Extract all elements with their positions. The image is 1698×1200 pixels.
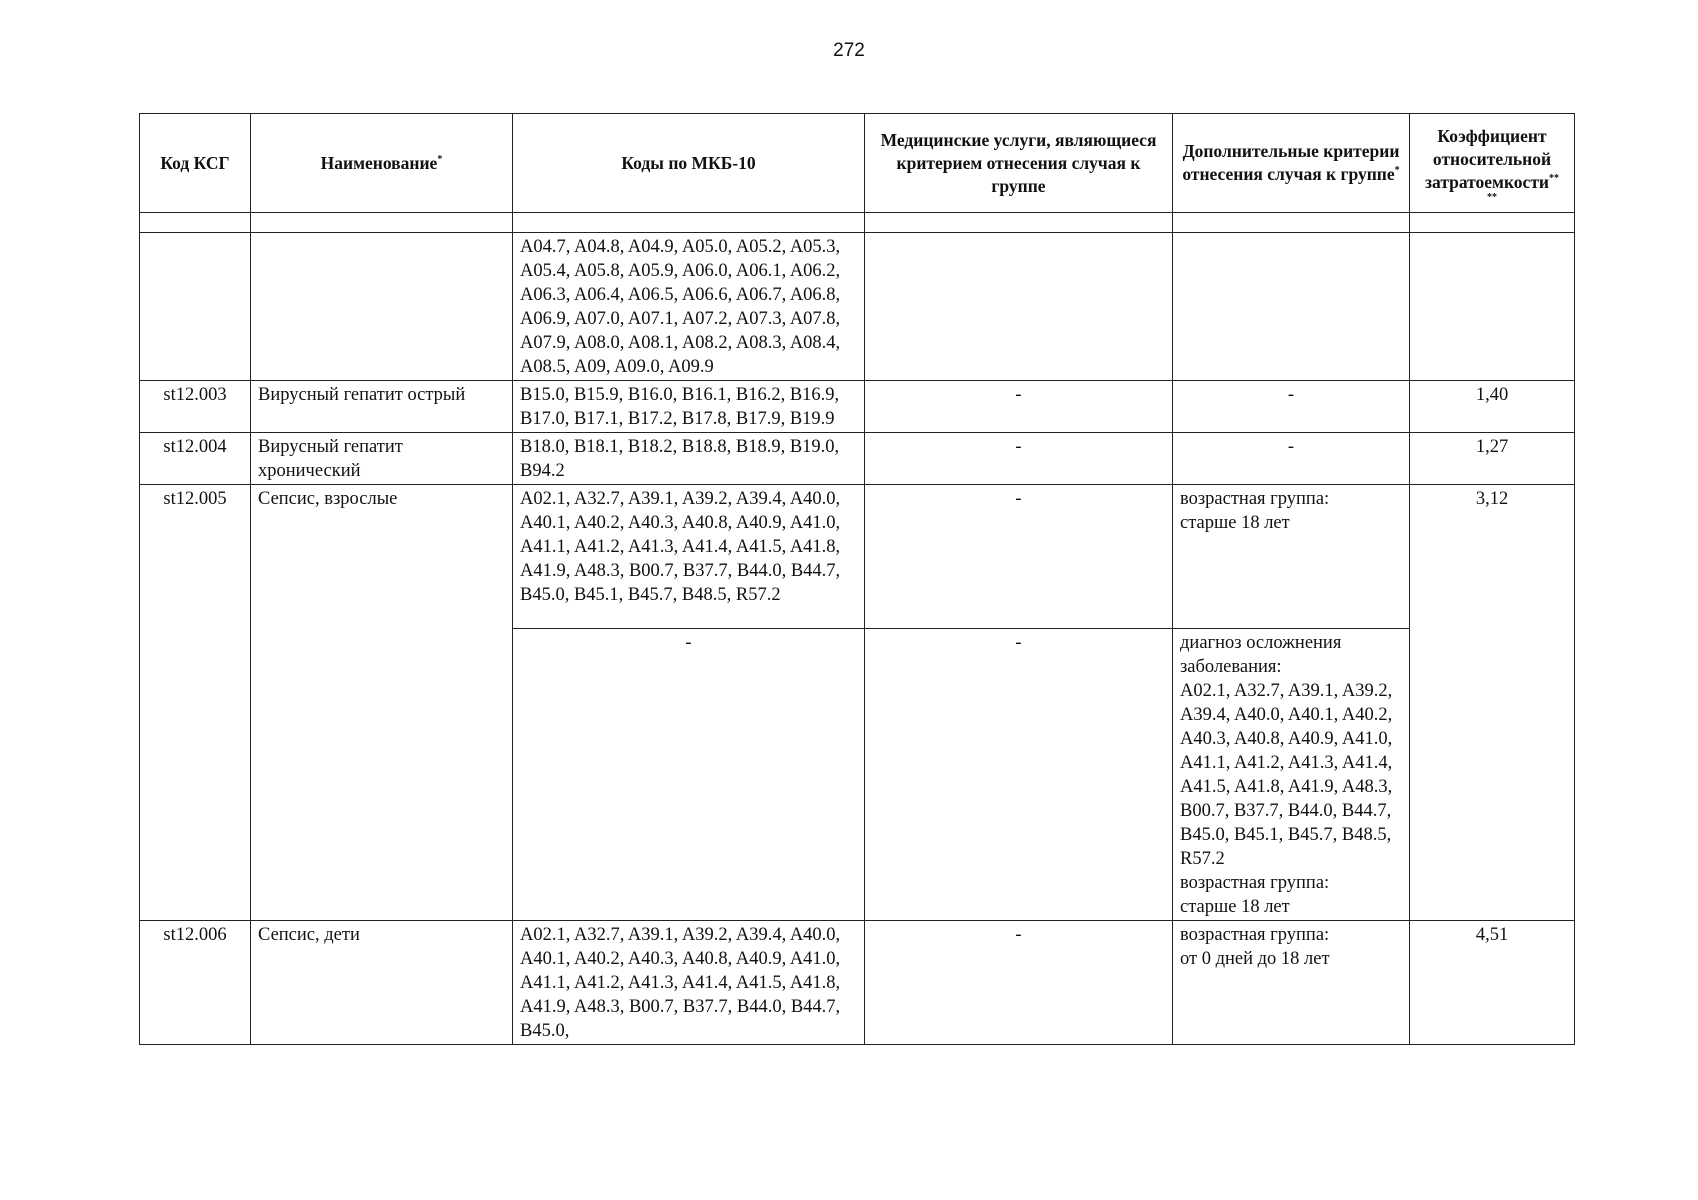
header-code: Код КСГ [140, 114, 251, 213]
header-name: Наименование* [251, 114, 513, 213]
cell-mkb-codes: A02.1, A32.7, A39.1, A39.2, A39.4, A40.0, A40.1, A40.2, A40.3, A40.8, A40.9, A41.0, A41.1, A41.2, A41.3, A41.4, A41.5, A41.8, A41.9, A48.3, B00.7, B37.7, B44.0, B44.7, B45.0, [513, 921, 865, 1045]
cell-mkb-codes: B18.0, B18.1, B18.2, B18.8, B18.9, B19.0, B94.2 [513, 433, 865, 485]
cell-criteria: - [1173, 381, 1410, 433]
header-services: Медицинские услуги, являющиеся критерием отнесения случая к группе [865, 114, 1173, 213]
cell-coefficient: 1,40 [1410, 381, 1575, 433]
cell-coefficient: 3,12 [1410, 485, 1575, 921]
cell-name: Вирусный гепатит острый [251, 381, 513, 433]
cell-services: - [865, 629, 1173, 921]
cell-services: - [865, 433, 1173, 485]
cell-criteria: возрастная группа: от 0 дней до 18 лет [1173, 921, 1410, 1045]
cell-mkb-codes: A04.7, A04.8, A04.9, A05.0, A05.2, A05.3, A05.4, A05.8, A05.9, A06.0, A06.1, A06.2, A06.3, A06.4, A06.5, A06.6, A06.7, A06.8, A06.9, A07.0, A07.1, A07.2, A07.3, A07.8, A07.9, A08.0, A08.1, A08.2, A08.3, A08.4, A08.5, A09, A09.0, A09.9 [513, 233, 865, 381]
cell-criteria: - [1173, 433, 1410, 485]
cell-services: - [865, 921, 1173, 1045]
cell-code: st12.005 [140, 485, 251, 921]
cell-name [251, 233, 513, 381]
table-row-continued [140, 233, 1575, 381]
cell-code: st12.006 [140, 921, 251, 1045]
cell-services: - [865, 485, 1173, 629]
table-row-st12-003 [140, 381, 1575, 433]
cell-name: Вирусный гепатит хронический [251, 433, 513, 485]
page-number: 272 [833, 40, 865, 61]
ksg-table [139, 113, 1575, 1045]
cell-mkb-codes: - [513, 629, 865, 921]
cell-mkb-codes: B15.0, B15.9, B16.0, B16.1, B16.2, B16.9, B17.0, B17.1, B17.2, B17.8, B17.9, B19.9 [513, 381, 865, 433]
cell-code: st12.003 [140, 381, 251, 433]
header-criteria: Дополнительные критерии отнесения случая к группе* [1173, 114, 1410, 213]
cell-coefficient [1410, 233, 1575, 381]
table-row-st12-006 [140, 921, 1575, 1045]
cell-coefficient: 4,51 [1410, 921, 1575, 1045]
header-row [140, 114, 1575, 213]
cell-coefficient: 1,27 [1410, 433, 1575, 485]
footnote-mark: ** [1549, 172, 1560, 184]
table-row-st12-004 [140, 433, 1575, 485]
header-coefficient: Коэффициент относительной затратоемкости** ** [1410, 114, 1575, 213]
cell-criteria: диагноз осложнения заболевания: A02.1, A32.7, A39.1, A39.2, A39.4, A40.0, A40.1, A40.2, A40.3, A40.8, A40.9, A41.0, A41.1, A41.2, A41.3, A41.4, A41.5, A41.8, A41.9, A48.3, B00.7, B37.7, B44.0, B44.7, B45.0, B45.1, B45.7, B48.5, R57.2 возрастная группа: старше 18 лет [1173, 629, 1410, 921]
footnote-mark: * [437, 153, 443, 165]
cell-services: - [865, 381, 1173, 433]
cell-criteria [1173, 233, 1410, 381]
cell-code [140, 233, 251, 381]
footnote-mark: * [1394, 165, 1400, 177]
cell-name: Сепсис, дети [251, 921, 513, 1045]
header-mkb: Коды по МКБ-10 [513, 114, 865, 213]
cell-mkb-codes: A02.1, A32.7, A39.1, A39.2, A39.4, A40.0, A40.1, A40.2, A40.3, A40.8, A40.9, A41.0, A41.1, A41.2, A41.3, A41.4, A41.5, A41.8, A41.9, A48.3, B00.7, B37.7, B44.0, B44.7, B45.0, B45.1, B45.7, B48.5, R57.2 [513, 485, 865, 629]
table-row-st12-005 [140, 485, 1575, 629]
spacer-row [140, 213, 1575, 233]
cell-criteria: возрастная группа: старше 18 лет [1173, 485, 1410, 629]
cell-code: st12.004 [140, 433, 251, 485]
cell-services [865, 233, 1173, 381]
footnote-mark-2: ** [1487, 191, 1497, 203]
cell-name: Сепсис, взрослые [251, 485, 513, 921]
